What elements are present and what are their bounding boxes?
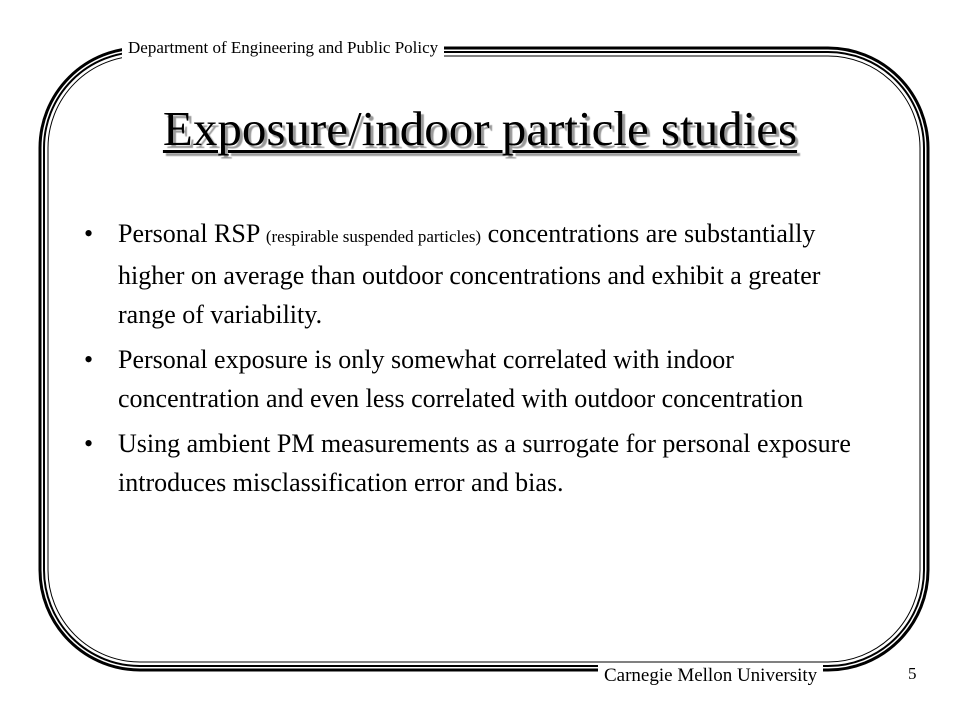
bullet-item [84, 340, 864, 418]
bullet-marker: • [84, 219, 94, 248]
bullet-text-lead: Personal RSP [118, 219, 260, 248]
institution-footer: Carnegie Mellon University [598, 664, 823, 688]
bullet-text: Using ambient PM measurements as a surrogate for personal exposure introduces misclassification error and bias. [118, 429, 851, 497]
bullet-text: Personal exposure is only somewhat correlated with indoor concentration and even less correlated with outdoor concentration [118, 345, 804, 413]
bullet-text-rest: concentrations are substantially higher on average than outdoor concentrations and exhibit a greater range of variability. [118, 219, 821, 329]
bullet-text-note: (respirable suspended particles) [265, 227, 482, 246]
bullet-marker: • [84, 345, 94, 374]
bullet-list [84, 214, 864, 508]
bullet-marker: • [84, 429, 94, 458]
department-header: Department of Engineering and Public Policy [122, 37, 444, 59]
page-number: 5 [908, 664, 917, 683]
bullet-item [84, 214, 864, 334]
bullet-item [84, 424, 864, 502]
slide-title: Exposure/indoor particle studies [162, 101, 798, 156]
